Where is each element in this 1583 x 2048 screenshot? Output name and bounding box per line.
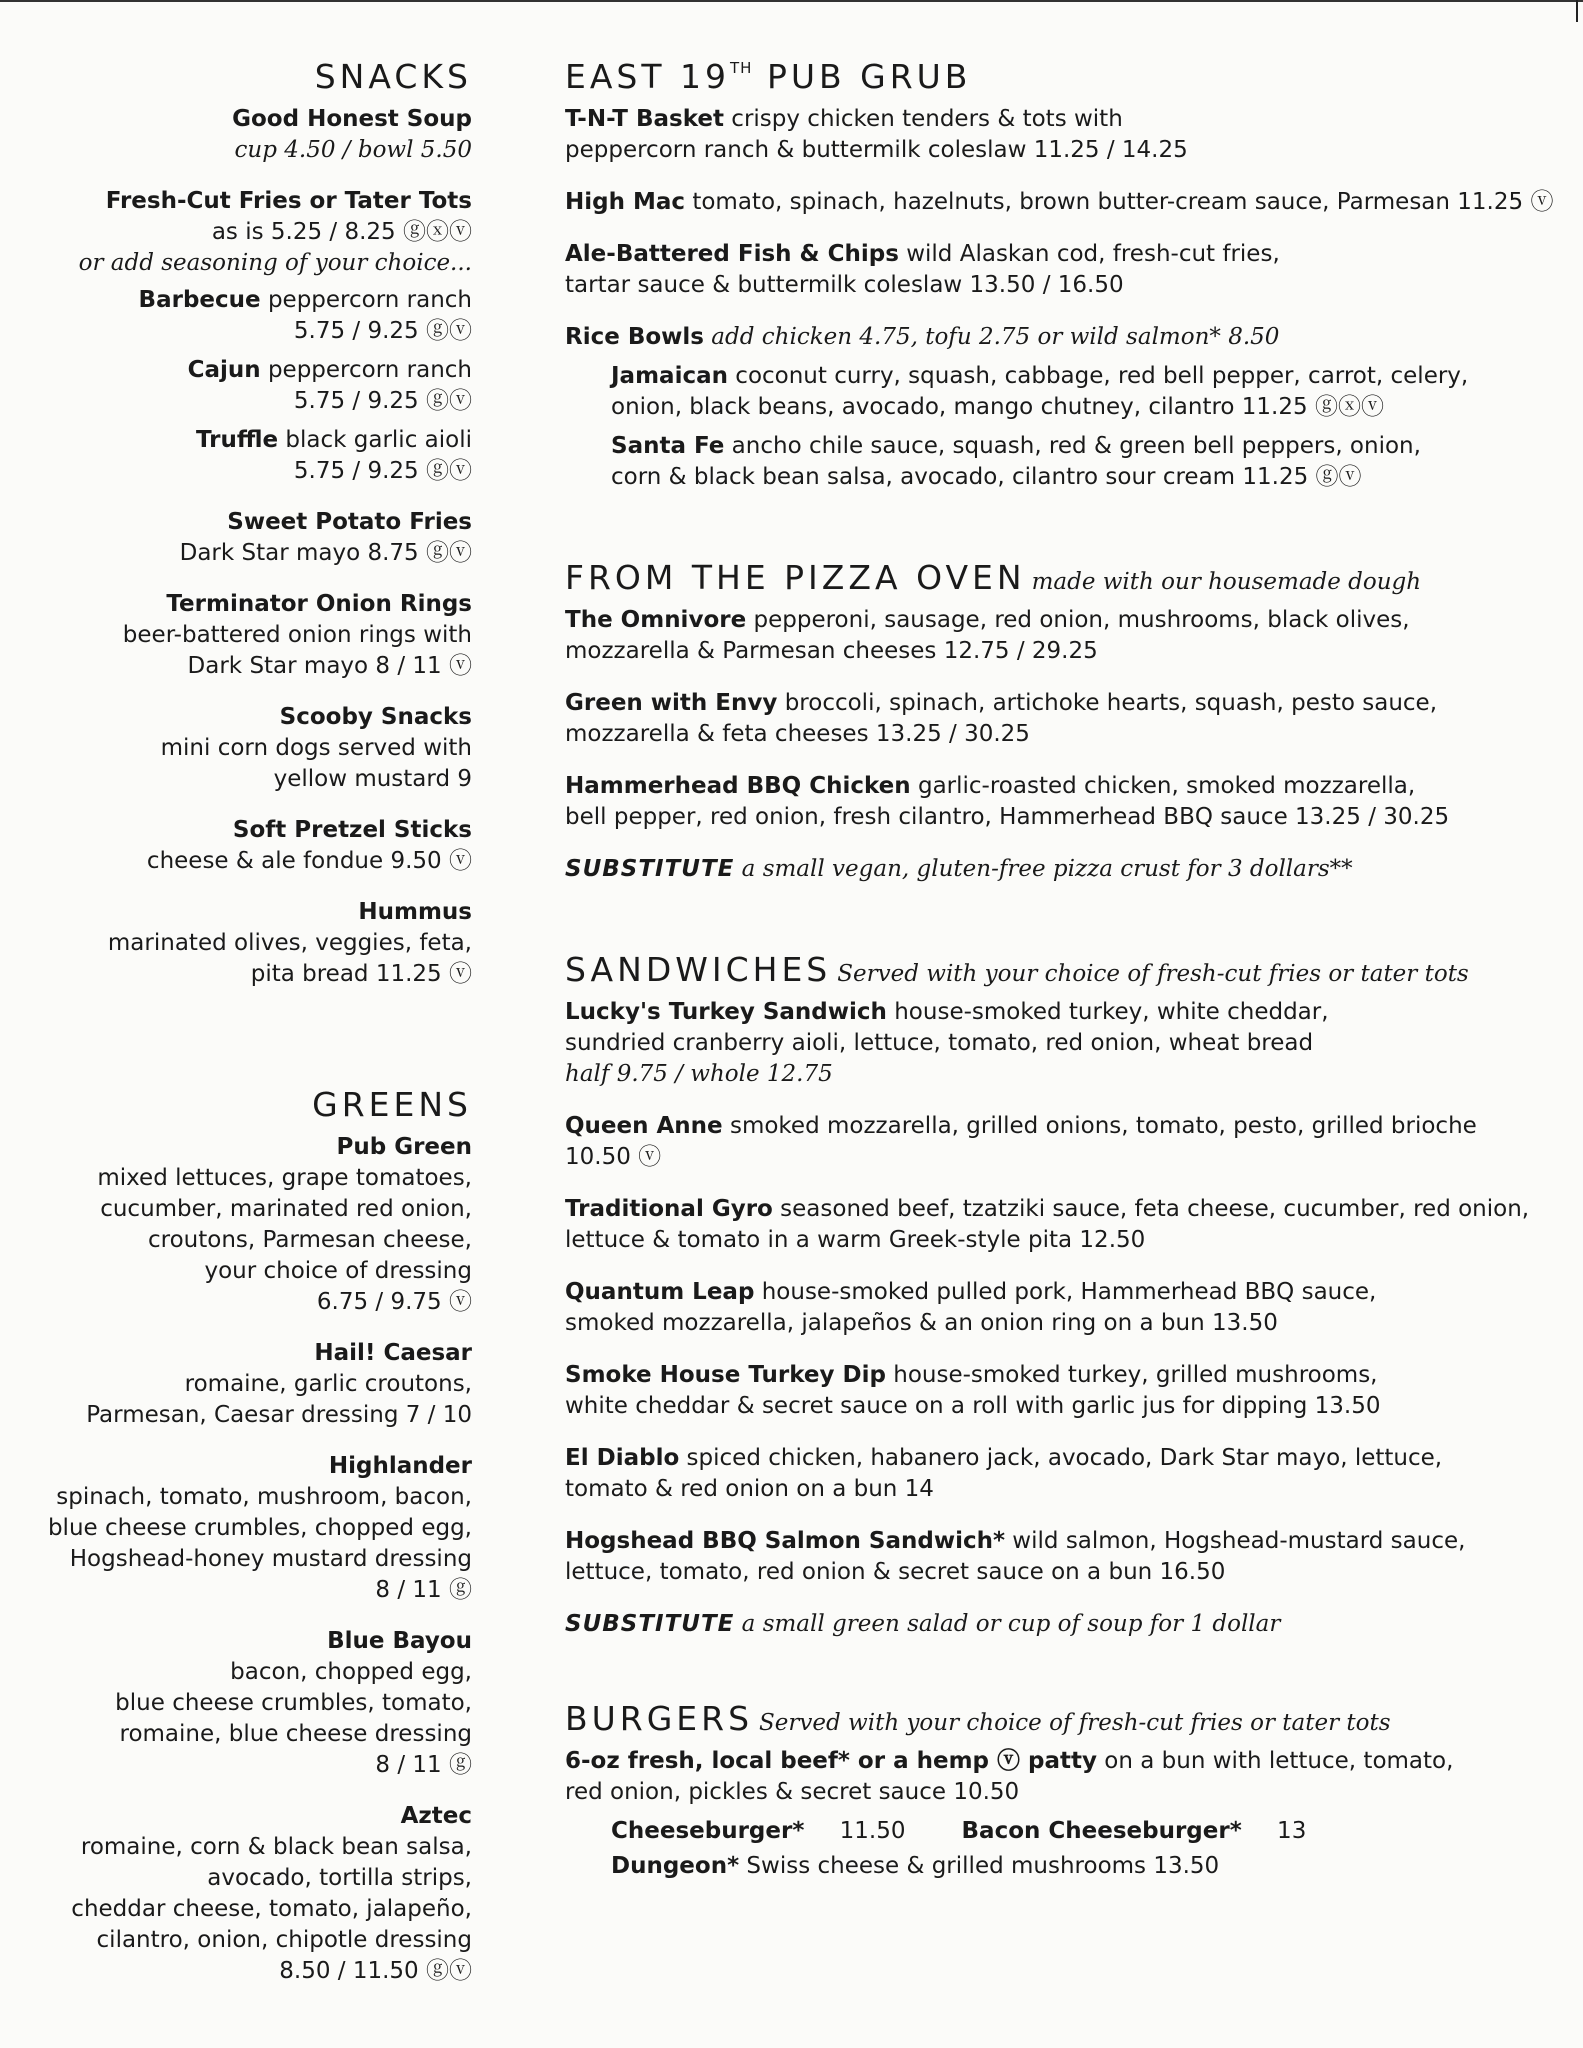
menu-item-high-mac (565, 187, 1555, 218)
substitute-text: a small green salad or cup of soup for 1 dollar (734, 1610, 1281, 1637)
menu-item-fries-tots (40, 186, 472, 279)
item-desc: Parmesan, Caesar dressing 7 / 10 (86, 1401, 472, 1428)
pub-grub-section (565, 58, 1555, 493)
item-desc: cheddar cheese, tomato, jalapeño, (71, 1895, 472, 1922)
menu-item-fish-chips (565, 239, 1555, 301)
item-price: as is 5.25 / 8.25 ⓖⓧⓥ (211, 218, 472, 245)
item-name: Rice Bowls (565, 323, 704, 350)
menu-item (565, 1526, 1555, 1588)
item-name: Fresh-Cut Fries or Tater Tots (105, 187, 472, 214)
item-desc: Swiss cheese & grilled mushrooms 13.50 (739, 1852, 1220, 1879)
item-name: Soft Pretzel Sticks (232, 816, 472, 843)
menu-item-santa-fe (611, 431, 1555, 493)
menu-item (565, 997, 1555, 1090)
item-name: Lucky's Turkey Sandwich (565, 998, 887, 1025)
item-desc: Dark Star mayo 8 / 11 ⓥ (187, 652, 472, 679)
item-name: Scooby Snacks (279, 703, 472, 730)
menu-item (40, 589, 472, 682)
item-name: Ale-Battered Fish & Chips (565, 240, 899, 267)
item-desc: coconut curry, squash, cabbage, red bell pepper, carrot, celery, (727, 362, 1469, 389)
item-desc: add chicken 4.75, tofu 2.75 or wild salmon* 8.50 (704, 323, 1280, 350)
seasoning-item (40, 425, 472, 487)
item-desc: black garlic aioli (285, 426, 472, 453)
menu-item (40, 1626, 472, 1781)
item-name: Quantum Leap (565, 1278, 755, 1305)
item-desc: croutons, Parmesan cheese, (148, 1226, 472, 1253)
item-desc: pita bread 11.25 ⓥ (250, 960, 472, 987)
menu-item-good-honest-soup (40, 104, 472, 166)
item-desc: peppercorn ranch (267, 286, 472, 313)
menu-item (40, 1338, 472, 1431)
item-desc: your choice of dressing (204, 1257, 472, 1284)
item-name: Hogshead BBQ Salmon Sandwich* (565, 1527, 1005, 1554)
item-desc: mozzarella & feta cheeses 13.25 / 30.25 (565, 720, 1030, 747)
item-name: Sweet Potato Fries (227, 508, 472, 535)
menu-item (565, 605, 1555, 667)
item-name: The Omnivore (565, 606, 747, 633)
item-desc: spiced chicken, habanero jack, avocado, Dark Star mayo, lettuce, (679, 1444, 1443, 1471)
item-desc: bell pepper, red onion, fresh cilantro, Hammerhead BBQ sauce 13.25 / 30.25 (565, 803, 1450, 830)
item-name: Blue Bayou (327, 1627, 472, 1654)
item-desc: house-smoked turkey, white cheddar, (886, 998, 1329, 1025)
title-text: EAST 19 (565, 57, 731, 96)
item-desc: sundried cranberry aioli, lettuce, tomato, red onion, wheat bread (565, 1029, 1314, 1056)
menu-item-burger-base (565, 1746, 1555, 1808)
item-price: 6.75 / 9.75 ⓥ (316, 1288, 472, 1315)
item-name: Pub Green (336, 1133, 472, 1160)
item-name: Jamaican (611, 362, 728, 389)
menu-item-jamaican (611, 361, 1555, 423)
item-name: Truffle (195, 426, 279, 453)
item-desc: house-smoked turkey, grilled mushrooms, (885, 1361, 1378, 1388)
substitute-label: SUBSTITUTE (565, 1610, 735, 1637)
item-desc: romaine, garlic croutons, (184, 1370, 472, 1397)
item-name: Highlander (328, 1452, 472, 1479)
pizza-section (565, 559, 1555, 885)
item-name: High Mac (565, 188, 686, 215)
menu-item-rice-bowls (565, 322, 1555, 353)
item-desc: cheese & ale fondue 9.50 ⓥ (146, 847, 472, 874)
item-desc: tartar sauce & buttermilk coleslaw 13.50 / 16.50 (565, 271, 1124, 298)
item-price: half 9.75 / whole 12.75 (565, 1060, 833, 1087)
item-desc: seasoned beef, tzatziki sauce, feta cheese, cucumber, red onion, (772, 1195, 1530, 1222)
item-name: Barbecue (138, 286, 261, 313)
item-desc: romaine, corn & black bean salsa, (80, 1833, 472, 1860)
item-desc: tomato, spinach, hazelnuts, brown butter-cream sauce, Parmesan 11.25 ⓥ (685, 188, 1554, 215)
menu-item (565, 1360, 1555, 1422)
item-desc: tomato & red onion on a bun 14 (565, 1475, 934, 1502)
item-desc: peppercorn ranch (267, 356, 472, 383)
menu-item (565, 771, 1555, 833)
seasoning-item (40, 355, 472, 417)
item-name: Hail! Caesar (314, 1339, 472, 1366)
item-name: 6-oz fresh, local beef* or a hemp ⓥ patty (565, 1747, 1097, 1774)
item-desc: lettuce, tomato, red onion & secret sauce on a bun 16.50 (565, 1558, 1226, 1585)
item-name: Green with Envy (565, 689, 778, 716)
item-name: Hummus (358, 898, 472, 925)
item-name: Traditional Gyro (565, 1195, 773, 1222)
item-desc: spinach, tomato, mushroom, bacon, (56, 1483, 472, 1510)
item-desc: cucumber, marinated red onion, (100, 1195, 472, 1222)
item-name: Aztec (400, 1802, 472, 1829)
item-desc: pepperoni, sausage, red onion, mushrooms, black olives, (746, 606, 1410, 633)
item-desc: cilantro, onion, chipotle dressing (96, 1926, 472, 1953)
item-desc: blue cheese crumbles, chopped egg, (47, 1514, 472, 1541)
item-desc: red onion, pickles & secret sauce 10.50 (565, 1778, 1020, 1805)
item-desc: Dark Star mayo 8.75 ⓖⓥ (179, 539, 472, 566)
item-name: Bacon Cheeseburger* (961, 1817, 1242, 1844)
item-name: Cheeseburger* (611, 1817, 805, 1844)
item-desc: peppercorn ranch & buttermilk coleslaw 11.25 / 14.25 (565, 136, 1188, 163)
section-subtitle: Served with your choice of fresh-cut fries or tater tots (759, 1709, 1391, 1736)
menu-item (565, 688, 1555, 750)
section-subtitle: Served with your choice of fresh-cut fries or tater tots (837, 960, 1469, 987)
item-name: Queen Anne (565, 1112, 723, 1139)
item-name: El Diablo (565, 1444, 680, 1471)
title-text: BURGERS (565, 1698, 754, 1738)
item-desc: wild salmon, Hogshead-mustard sauce, (1005, 1527, 1466, 1554)
item-name: Terminator Onion Rings (166, 590, 472, 617)
title-text: SANDWICHES (565, 949, 832, 989)
item-name: Cajun (187, 356, 261, 383)
item-price: 5.75 / 9.25 ⓖⓥ (293, 387, 472, 414)
item-price: 8 / 11 ⓖ (375, 1576, 472, 1603)
title-superscript: TH (730, 59, 753, 77)
item-desc: bacon, chopped egg, (230, 1658, 472, 1685)
item-desc: onion, black beans, avocado, mango chutney, cilantro 11.25 ⓖⓧⓥ (611, 393, 1384, 420)
snacks-title: SNACKS (314, 57, 472, 96)
item-desc: lettuce & tomato in a warm Greek-style pita 12.50 (565, 1226, 1146, 1253)
menu-item (40, 1801, 472, 1987)
item-desc: garlic-roasted chicken, smoked mozzarella, (910, 772, 1416, 799)
item-desc: smoked mozzarella, jalapeños & an onion ring on a bun 13.50 (565, 1309, 1278, 1336)
item-name: Good Honest Soup (232, 105, 472, 132)
menu-item-tnt-basket (565, 104, 1555, 166)
menu-item (40, 702, 472, 795)
burgers-section (565, 1700, 1555, 1882)
title-text: PUB GRUB (752, 57, 972, 96)
item-desc: crispy chicken tenders & tots with (723, 105, 1123, 132)
item-name: Hammerhead BBQ Chicken (565, 772, 911, 799)
substitute-note (565, 1609, 1555, 1640)
item-desc: romaine, blue cheese dressing (119, 1720, 472, 1747)
menu-item (565, 1277, 1555, 1339)
corner-mark (1576, 0, 1578, 22)
menu-item (565, 1111, 1555, 1173)
item-price: 8 / 11 ⓖ (375, 1751, 472, 1778)
item-price: cup 4.50 / bowl 5.50 (234, 136, 472, 163)
item-desc: mini corn dogs served with (160, 734, 472, 761)
item-desc: avocado, tortilla strips, (207, 1864, 472, 1891)
substitute-text: a small vegan, gluten-free pizza crust for 3 dollars** (734, 855, 1353, 882)
menu-item (40, 1132, 472, 1318)
item-desc: smoked mozzarella, grilled onions, tomato, pesto, grilled brioche (722, 1112, 1477, 1139)
sandwiches-title (565, 951, 1555, 989)
item-desc: Hogshead-honey mustard dressing (69, 1545, 472, 1572)
substitute-label: SUBSTITUTE (565, 855, 735, 882)
item-price: 5.75 / 9.25 ⓖⓥ (293, 317, 472, 344)
pizza-title (565, 559, 1555, 597)
item-price: 13 (1269, 1817, 1307, 1844)
item-price: 10.50 ⓥ (565, 1143, 662, 1170)
menu-item-dungeon (611, 1851, 1555, 1882)
item-desc: blue cheese crumbles, tomato, (115, 1689, 472, 1716)
item-desc: corn & black bean salsa, avocado, cilantro sour cream 11.25 ⓖⓥ (611, 463, 1362, 490)
menu-item (40, 507, 472, 569)
item-desc: beer-battered onion rings with (122, 621, 472, 648)
item-price: 8.50 / 11.50 ⓖⓥ (279, 1957, 472, 1984)
item-desc: ancho chile sauce, squash, red & green bell peppers, onion, (724, 432, 1421, 459)
menu-item (40, 897, 472, 990)
item-name: Smoke House Turkey Dip (565, 1361, 886, 1388)
item-desc: on a bun with lettuce, tomato, (1097, 1747, 1454, 1774)
item-name: Santa Fe (611, 432, 725, 459)
burger-variants (611, 1816, 1555, 1847)
item-desc: mozzarella & Parmesan cheeses 12.75 / 29.25 (565, 637, 1098, 664)
substitute-note (565, 854, 1555, 885)
item-desc: marinated olives, veggies, feta, (107, 929, 472, 956)
right-column (565, 58, 1555, 1948)
item-desc: house-smoked pulled pork, Hammerhead BBQ sauce, (754, 1278, 1377, 1305)
item-note: or add seasoning of your choice... (78, 249, 472, 276)
seasoning-item (40, 285, 472, 347)
menu-item (565, 1443, 1555, 1505)
section-subtitle: made with our housemade dough (1031, 568, 1422, 595)
item-name: T-N-T Basket (565, 105, 724, 132)
item-name: Dungeon* (611, 1852, 740, 1879)
spacer (40, 1010, 472, 1086)
item-price: 5.75 / 9.25 ⓖⓥ (293, 457, 472, 484)
item-desc: wild Alaskan cod, fresh-cut fries, (898, 240, 1280, 267)
left-column (40, 58, 472, 2007)
item-desc: yellow mustard 9 (273, 765, 472, 792)
item-desc: white cheddar & secret sauce on a roll with garlic jus for dipping 13.50 (565, 1392, 1381, 1419)
menu-item (40, 815, 472, 877)
item-desc: broccoli, spinach, artichoke hearts, squash, pesto sauce, (777, 689, 1438, 716)
top-border-line (0, 0, 1583, 2)
sandwiches-section (565, 951, 1555, 1640)
item-desc: mixed lettuces, grape tomatoes, (97, 1164, 472, 1191)
pub-grub-title (565, 58, 1555, 96)
title-text: FROM THE PIZZA OVEN (565, 557, 1026, 597)
item-price: 11.50 (832, 1817, 906, 1844)
menu-item (40, 1451, 472, 1606)
greens-title: GREENS (312, 1084, 472, 1124)
menu-item (565, 1194, 1555, 1256)
burgers-title (565, 1700, 1555, 1738)
